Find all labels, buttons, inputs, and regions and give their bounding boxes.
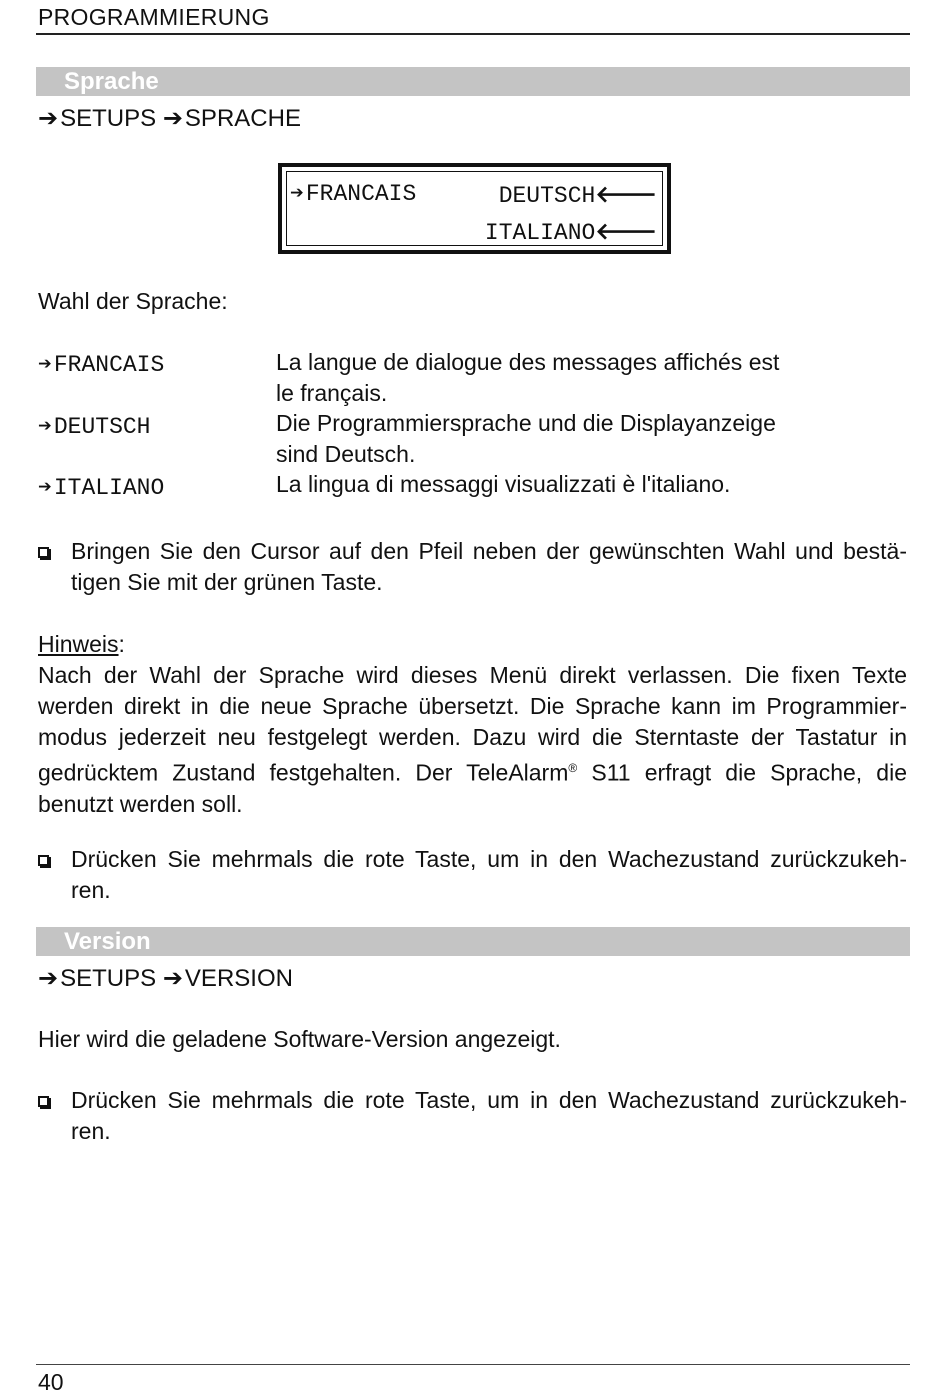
page-number: 40 <box>38 1369 64 1395</box>
arrow-right-icon: ➔ <box>162 965 183 992</box>
lcd-option-italiano <box>485 217 659 246</box>
bullet-line: Drücken Sie mehrmals die rote Taste, um in den Wachezustand zurückzukeh- <box>71 846 907 872</box>
option-desc-line: La langue de dialogue des messages affichés est <box>276 349 780 375</box>
header-divider <box>36 33 910 35</box>
path-step-setups: SETUPS <box>60 105 157 132</box>
arrow-right-icon: ➔ <box>162 105 183 132</box>
option-key-francais <box>38 351 164 378</box>
page-header-title: PROGRAMMIERUNG <box>38 4 270 30</box>
menu-path-sprache <box>38 104 301 133</box>
bullet-line: Bringen Sie den Cursor auf den Pfeil neben der gewünschten Wahl und bestä- <box>71 538 907 564</box>
hinweis-label-text: Hinweis <box>38 631 119 657</box>
registered-mark: ® <box>568 761 578 775</box>
lcd-option-deutsch <box>499 180 659 209</box>
option-key-italiano <box>38 474 164 501</box>
lcd-option-label: DEUTSCH <box>498 183 596 209</box>
arrow-right-icon: ➔ <box>38 105 59 132</box>
checkbox-bullet-icon <box>38 545 49 563</box>
path-step-version: VERSION <box>184 965 293 992</box>
checkbox-bullet-icon <box>38 1094 49 1112</box>
arrow-right-icon: ➔ <box>38 352 52 378</box>
arrow-right-icon: ➔ <box>38 475 52 501</box>
option-key-label: FRANCAIS <box>53 352 165 378</box>
option-desc-italiano <box>276 469 836 500</box>
option-desc-line: sind Deutsch. <box>276 441 416 467</box>
option-desc-line: La lingua di messaggi visualizzati è l'italiano. <box>276 471 731 497</box>
hinweis-line: modus jederzeit neu festgelegt werden. Dazu wird die Sterntaste der Tastatur in <box>38 724 907 750</box>
option-desc-deutsch <box>276 408 836 470</box>
option-key-deutsch <box>38 413 150 440</box>
bullet-line: tigen Sie mit der grünen Taste. <box>71 569 383 595</box>
lcd-option-label: ITALIANO <box>484 220 596 246</box>
bullet-instruction-3 <box>71 1085 907 1147</box>
bullet-instruction-2 <box>71 844 907 906</box>
bullet-instruction-1 <box>71 536 907 598</box>
arrow-left-icon: 🡐 <box>595 220 657 246</box>
footer-divider <box>36 1364 910 1365</box>
hinweis-paragraph <box>38 660 907 820</box>
bullet-line: Drücken Sie mehrmals die rote Taste, um in den Wachezustand zurückzukeh- <box>71 1087 907 1113</box>
option-desc-line: Die Programmiersprache und die Displayanzeige <box>276 410 776 436</box>
bullet-line: ren. <box>71 877 111 903</box>
menu-path-version <box>38 964 293 993</box>
bullet-line: ren. <box>71 1118 111 1144</box>
path-step-sprache: SPRACHE <box>184 105 301 132</box>
intro-text: Wahl der Sprache: <box>38 288 228 314</box>
hinweis-line: benutzt werden soll. <box>38 790 243 817</box>
section-heading-version: Version <box>36 927 910 956</box>
path-step-setups: SETUPS <box>60 965 157 992</box>
lcd-display <box>278 163 671 254</box>
arrow-right-icon: ➔ <box>290 181 304 207</box>
option-key-label: DEUTSCH <box>53 414 151 440</box>
hinweis-line <box>38 753 907 789</box>
arrow-right-icon: ➔ <box>38 414 52 440</box>
hinweis-line-part: gedrücktem Zustand festgehalten. Der TeleAlarm <box>38 759 569 786</box>
hinweis-line-part: S11 erfragt die Sprache, die <box>577 759 907 786</box>
arrow-right-icon: ➔ <box>38 965 59 992</box>
arrow-left-icon: 🡐 <box>595 183 657 209</box>
hinweis-line: Nach der Wahl der Sprache wird dieses Menü direkt verlassen. Die fixen Texte <box>38 662 907 688</box>
version-text: Hier wird die geladene Software-Version angezeigt. <box>38 1026 561 1052</box>
checkbox-bullet-icon <box>38 853 49 871</box>
hinweis-line: werden direkt in die neue Sprache übersetzt. Die Sprache kann im Programmier- <box>38 693 907 719</box>
hinweis-label: Hinweis: <box>38 631 125 657</box>
lcd-option-francais <box>290 180 416 207</box>
option-desc-line: le français. <box>276 380 388 406</box>
section-heading-sprache: Sprache <box>36 67 910 96</box>
lcd-option-label: FRANCAIS <box>305 181 417 207</box>
option-key-label: ITALIANO <box>53 475 165 501</box>
option-desc-francais <box>276 347 836 409</box>
